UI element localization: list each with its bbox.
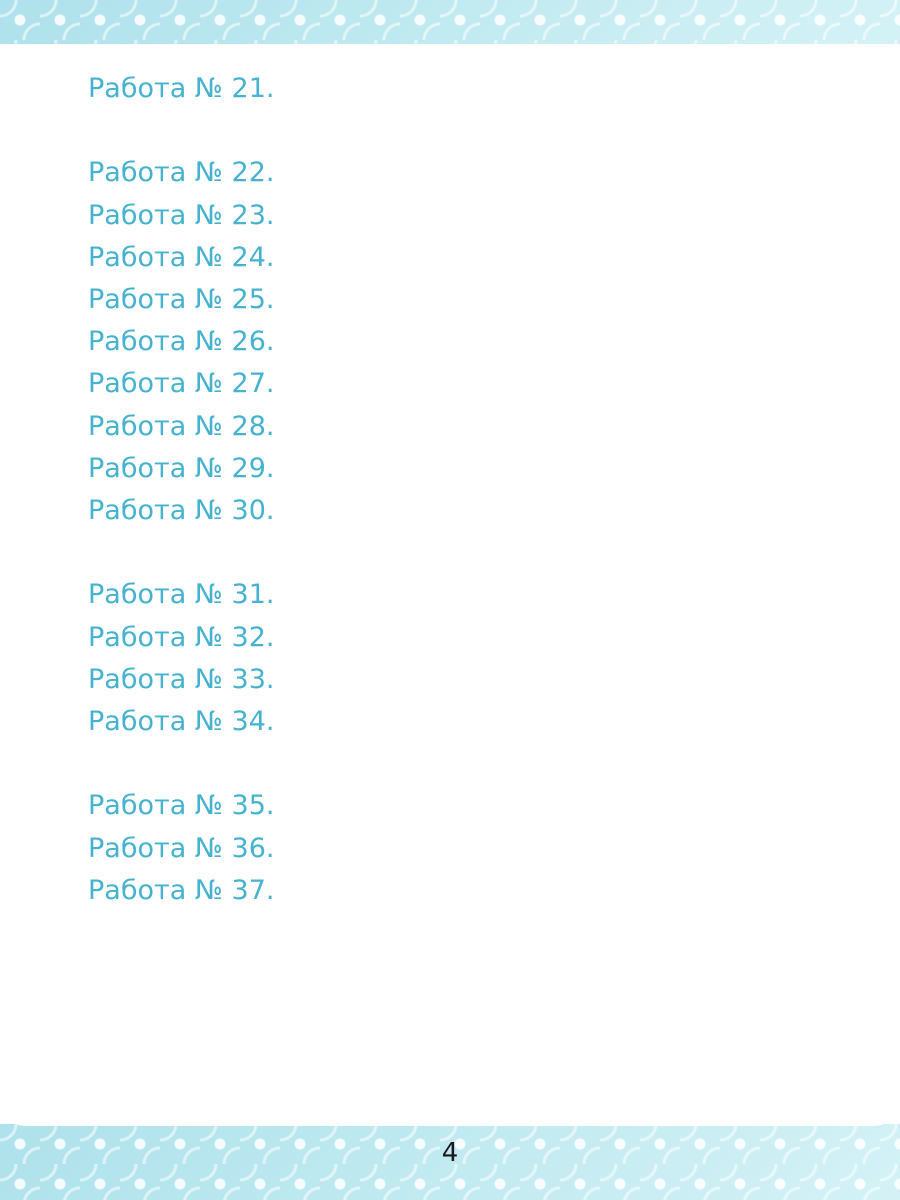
- toc-entry-label: Работа № 32.: [88, 621, 275, 653]
- toc-row: [88, 363, 858, 405]
- toc-row: [88, 701, 858, 743]
- toc-row: [88, 448, 858, 490]
- toc-entry-label: Работа № 21.: [88, 73, 275, 104]
- toc-entry-label: Работа № 26.: [88, 326, 275, 358]
- toc-row: [88, 617, 858, 659]
- toc-row: [88, 574, 858, 616]
- toc-entry-label: Работа № 29.: [88, 452, 275, 484]
- toc-row: [88, 954, 858, 996]
- toc-row: [88, 279, 858, 321]
- page-number: 4: [441, 1138, 459, 1168]
- toc-row: [88, 195, 858, 237]
- toc-entry-label: Работа № 28.: [88, 410, 275, 442]
- toc-row: [88, 406, 858, 448]
- toc-row: [88, 743, 858, 785]
- toc-entry-label: Работа № 25.: [88, 284, 275, 315]
- toc-entry-label: Работа № 23.: [88, 199, 275, 231]
- toc-entry-label: Работа № 37.: [88, 874, 275, 906]
- toc-entry-label: Работа № 33.: [88, 663, 275, 695]
- toc-row: [88, 490, 858, 532]
- toc-row: [88, 110, 858, 152]
- toc-entry-label: Работа № 35.: [88, 790, 275, 822]
- decorative-border-top: [0, 0, 900, 46]
- toc-row: [88, 785, 858, 827]
- toc-row: [88, 237, 858, 279]
- toc-row: [88, 659, 858, 701]
- toc-entry-label: Работа № 36.: [88, 832, 275, 864]
- toc-entry-label: Работа № 24.: [88, 241, 275, 273]
- toc-row: [88, 321, 858, 363]
- toc-row: [88, 912, 858, 954]
- toc-entry-label: Работа № 34.: [88, 706, 275, 737]
- toc-row: [88, 152, 858, 194]
- toc-entry-label: Работа № 31.: [88, 579, 275, 611]
- toc-entry-label: Работа № 30.: [88, 495, 275, 526]
- toc-row: [88, 68, 858, 110]
- toc-entry-label: Работа № 27.: [88, 368, 275, 400]
- toc-row: [88, 828, 858, 870]
- toc-row: [88, 532, 858, 574]
- toc-row: [88, 870, 858, 912]
- toc-entry-label: Работа № 22.: [88, 157, 275, 189]
